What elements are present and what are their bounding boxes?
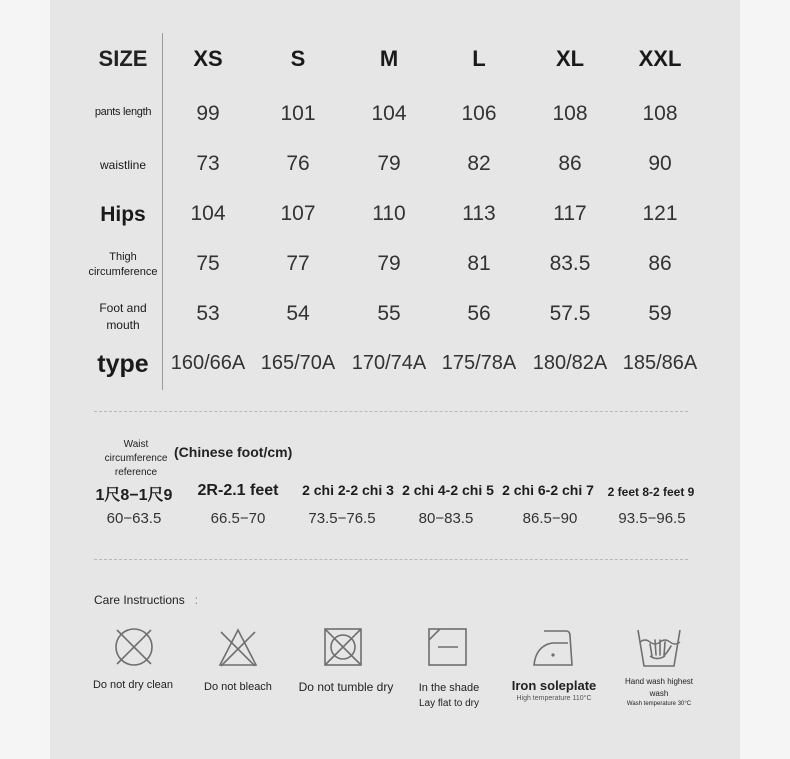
cell-waistline-xl: 86 [558, 152, 582, 175]
iron-icon [532, 626, 574, 668]
cell-thigh-xxl: 86 [648, 252, 672, 275]
size-header-s: S [290, 46, 306, 71]
care-label-hand-wash: Hand wash highest wash Wash temperature 30°C [624, 677, 694, 707]
cell-type-xxl: 185/86A [622, 352, 698, 374]
size-header-xs: XS [193, 46, 223, 71]
waist-reference-unit: (Chinese foot/cm) [174, 444, 293, 460]
section-divider-2 [94, 559, 688, 560]
waist-cm-1: 66.5−70 [210, 510, 266, 527]
chinese-feet-4: 2 chi 6-2 chi 7 [502, 482, 594, 498]
cell-hips-xxl: 121 [642, 202, 678, 225]
cell-foot-mouth-m: 55 [377, 302, 401, 325]
care-label-no-tumble-dry: Do not tumble dry [298, 680, 394, 694]
waist-cm-5: 93.5−96.5 [618, 510, 686, 527]
chinese-feet-1: 2R-2.1 feet [197, 482, 279, 499]
cell-waistline-l: 82 [467, 152, 491, 175]
no-dry-clean-icon [113, 626, 155, 668]
cell-hips-xs: 104 [190, 202, 226, 225]
cell-waistline-s: 76 [286, 152, 310, 175]
cell-type-s: 165/70A [260, 352, 336, 374]
cell-pants-length-s: 101 [280, 102, 316, 125]
cell-thigh-l: 81 [467, 252, 491, 275]
row-label-type: type [97, 350, 149, 378]
care-title: Care Instructions : [94, 593, 199, 607]
care-label-no-bleach: Do not bleach [204, 681, 272, 693]
chinese-feet-2: 2 chi 2-2 chi 3 [302, 482, 394, 498]
cell-foot-mouth-xxl: 59 [648, 302, 672, 325]
row-label-foot-mouth: Foot and mouth [99, 301, 147, 332]
cell-type-xl: 180/82A [532, 352, 608, 374]
care-label-no-dry-clean: Do not dry clean [92, 679, 174, 691]
size-header-l: L [472, 46, 486, 71]
row-label-waistline: waistline [99, 158, 147, 172]
cell-foot-mouth-l: 56 [467, 302, 491, 325]
waist-cm-2: 73.5−76.5 [308, 510, 376, 527]
waist-cm-0: 60−63.5 [106, 510, 162, 527]
section-divider-1 [94, 411, 688, 412]
no-tumble-dry-icon [323, 626, 363, 668]
cell-foot-mouth-s: 54 [286, 302, 310, 325]
cell-type-m: 170/74A [351, 352, 427, 374]
cell-foot-mouth-xl: 57.5 [549, 302, 591, 325]
cell-thigh-s: 77 [286, 252, 310, 275]
cell-type-l: 175/78A [441, 352, 517, 374]
chinese-feet-3: 2 chi 4-2 chi 5 [402, 482, 494, 498]
waist-reference-title: Waist circumference reference [104, 439, 168, 478]
waist-cm-3: 80−83.5 [418, 510, 474, 527]
cell-thigh-xs: 75 [196, 252, 220, 275]
cell-type-xs: 160/66A [170, 352, 246, 374]
cell-thigh-xl: 83.5 [549, 252, 591, 275]
care-label-dry-in-shade: In the shade Lay flat to dry [418, 682, 480, 709]
no-bleach-icon [217, 626, 259, 668]
cell-pants-length-xxl: 108 [642, 102, 678, 125]
chinese-feet-0: 1尺8−1尺9 [95, 487, 173, 504]
size-header-xl: XL [555, 46, 585, 71]
cell-waistline-xxl: 90 [648, 152, 672, 175]
waist-cm-4: 86.5−90 [522, 510, 578, 527]
dry-in-shade-icon [427, 626, 469, 668]
row-label-hips: Hips [100, 203, 146, 226]
cell-waistline-m: 79 [377, 152, 401, 175]
cell-thigh-m: 79 [377, 252, 401, 275]
cell-pants-length-l: 106 [461, 102, 497, 125]
cell-hips-s: 107 [280, 202, 316, 225]
cell-hips-xl: 117 [553, 202, 587, 225]
cell-pants-length-xs: 99 [196, 102, 220, 125]
size-header-label: SIZE [98, 46, 148, 71]
hand-wash-icon [636, 626, 682, 670]
cell-waistline-xs: 73 [196, 152, 220, 175]
size-header-xxl: XXL [638, 46, 682, 71]
row-label-pants-length: pants length [94, 106, 152, 118]
care-label-iron: Iron soleplate High temperature 110°C [511, 678, 597, 702]
cell-pants-length-xl: 108 [552, 102, 588, 125]
chinese-feet-5: 2 feet 8-2 feet 9 [607, 485, 695, 499]
cell-hips-l: 113 [462, 202, 496, 225]
row-label-thigh: Thigh circumference [88, 251, 158, 278]
cell-pants-length-m: 104 [371, 102, 407, 125]
cell-foot-mouth-xs: 53 [196, 302, 220, 325]
cell-hips-m: 110 [372, 202, 406, 225]
size-header-m: M [379, 46, 399, 71]
